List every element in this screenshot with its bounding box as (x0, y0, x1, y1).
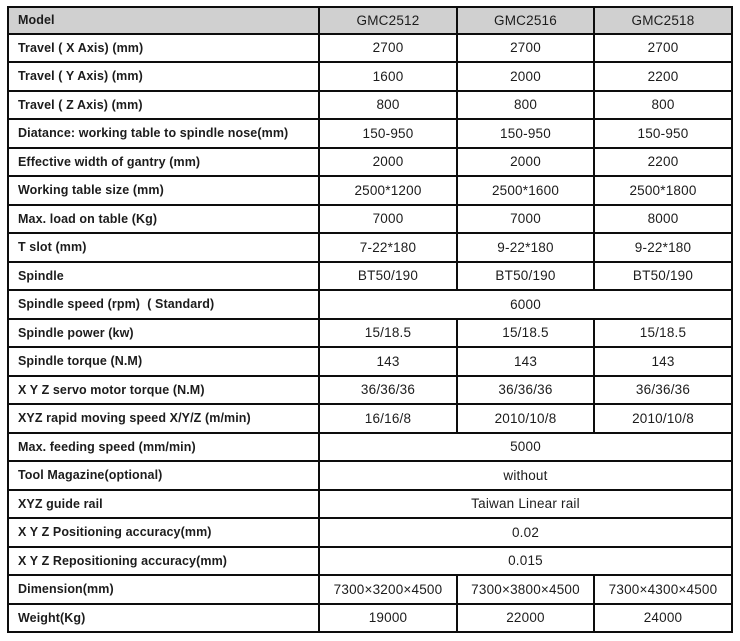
spec-value-merged: without (319, 461, 732, 490)
header-model-label: Model (8, 7, 319, 34)
table-row-travel-x (8, 34, 732, 63)
spec-value-merged: Taiwan Linear rail (319, 490, 732, 519)
spec-value: 2010/10/8 (457, 404, 594, 433)
table-row-travel-y (8, 62, 732, 91)
spec-label: Spindle torque (N.M) (8, 347, 319, 376)
spec-value: 9-22*180 (594, 233, 732, 262)
spec-value: 36/36/36 (319, 376, 457, 405)
spec-label: X Y Z Positioning accuracy(mm) (8, 518, 319, 547)
table-row-dimension (8, 575, 732, 604)
spec-label: Travel ( Z Axis) (mm) (8, 91, 319, 120)
spec-value: 2010/10/8 (594, 404, 732, 433)
machine-spec-table (7, 6, 733, 633)
spec-value: 24000 (594, 604, 732, 633)
spec-label: Travel ( X Axis) (mm) (8, 34, 319, 63)
spec-label: Travel ( Y Axis) (mm) (8, 62, 319, 91)
spec-value: 2200 (594, 148, 732, 177)
spec-value-merged: 0.015 (319, 547, 732, 576)
spec-value: 2000 (319, 148, 457, 177)
spec-value: 2000 (457, 148, 594, 177)
spec-value-merged: 6000 (319, 290, 732, 319)
spec-value-merged: 0.02 (319, 518, 732, 547)
table-row-spindle-power (8, 319, 732, 348)
spec-value: 15/18.5 (594, 319, 732, 348)
table-row-rapid-moving-speed (8, 404, 732, 433)
header-model-gmc2512: GMC2512 (319, 7, 457, 34)
header-row (8, 7, 732, 34)
spec-label: Max. feeding speed (mm/min) (8, 433, 319, 462)
spec-value: BT50/190 (319, 262, 457, 291)
spec-label: Diatance: working table to spindle nose(mm) (8, 119, 319, 148)
table-row-distance-table-spindle (8, 119, 732, 148)
table-row-positioning-accuracy (8, 518, 732, 547)
spec-value: 15/18.5 (319, 319, 457, 348)
table-row-working-table-size (8, 176, 732, 205)
spec-label: Spindle speed (rpm) ( Standard) (8, 290, 319, 319)
spec-label: Max. load on table (Kg) (8, 205, 319, 234)
table-row-guide-rail (8, 490, 732, 519)
spec-label: T slot (mm) (8, 233, 319, 262)
spec-value: 2700 (457, 34, 594, 63)
spec-value: 7000 (319, 205, 457, 234)
spec-value: 2200 (594, 62, 732, 91)
table-row-repositioning-accuracy (8, 547, 732, 576)
spec-value: 150-950 (319, 119, 457, 148)
header-model-gmc2516: GMC2516 (457, 7, 594, 34)
spec-value: 143 (319, 347, 457, 376)
spec-value: 8000 (594, 205, 732, 234)
spec-label: Spindle (8, 262, 319, 291)
table-row-spindle-torque (8, 347, 732, 376)
spec-value: 2000 (457, 62, 594, 91)
spec-value: 15/18.5 (457, 319, 594, 348)
spec-value: 800 (319, 91, 457, 120)
spec-label: X Y Z Repositioning accuracy(mm) (8, 547, 319, 576)
spec-label: Dimension(mm) (8, 575, 319, 604)
spec-label: Working table size (mm) (8, 176, 319, 205)
table-row-servo-motor-torque (8, 376, 732, 405)
spec-value: 1600 (319, 62, 457, 91)
spec-value: 7300×4300×4500 (594, 575, 732, 604)
spec-value: 36/36/36 (594, 376, 732, 405)
table-row-max-feeding-speed (8, 433, 732, 462)
table-row-spindle-speed (8, 290, 732, 319)
spec-label: X Y Z servo motor torque (N.M) (8, 376, 319, 405)
spec-label: Effective width of gantry (mm) (8, 148, 319, 177)
spec-label: Weight(Kg) (8, 604, 319, 633)
table-row-t-slot (8, 233, 732, 262)
table-row-max-load (8, 205, 732, 234)
table-row-weight (8, 604, 732, 633)
spec-value: BT50/190 (594, 262, 732, 291)
spec-value: 36/36/36 (457, 376, 594, 405)
spec-value: 7300×3800×4500 (457, 575, 594, 604)
table-row-tool-magazine (8, 461, 732, 490)
spec-value: 2700 (594, 34, 732, 63)
spec-value: 22000 (457, 604, 594, 633)
spec-label: XYZ rapid moving speed X/Y/Z (m/min) (8, 404, 319, 433)
spec-value: BT50/190 (457, 262, 594, 291)
spec-value: 800 (457, 91, 594, 120)
spec-value: 7000 (457, 205, 594, 234)
spec-value: 2500*1200 (319, 176, 457, 205)
spec-value: 2700 (319, 34, 457, 63)
spec-value: 150-950 (594, 119, 732, 148)
spec-value: 150-950 (457, 119, 594, 148)
spec-value: 7-22*180 (319, 233, 457, 262)
table-row-travel-z (8, 91, 732, 120)
spec-value: 19000 (319, 604, 457, 633)
header-model-gmc2518: GMC2518 (594, 7, 732, 34)
spec-label: Tool Magazine(optional) (8, 461, 319, 490)
spec-value: 2500*1800 (594, 176, 732, 205)
spec-value: 9-22*180 (457, 233, 594, 262)
spec-label: XYZ guide rail (8, 490, 319, 519)
spec-value-merged: 5000 (319, 433, 732, 462)
table-row-gantry-width (8, 148, 732, 177)
table-row-spindle (8, 262, 732, 291)
spec-label: Spindle power (kw) (8, 319, 319, 348)
spec-value: 2500*1600 (457, 176, 594, 205)
spec-value: 16/16/8 (319, 404, 457, 433)
spec-value: 7300×3200×4500 (319, 575, 457, 604)
spec-value: 800 (594, 91, 732, 120)
spec-value: 143 (457, 347, 594, 376)
spec-value: 143 (594, 347, 732, 376)
